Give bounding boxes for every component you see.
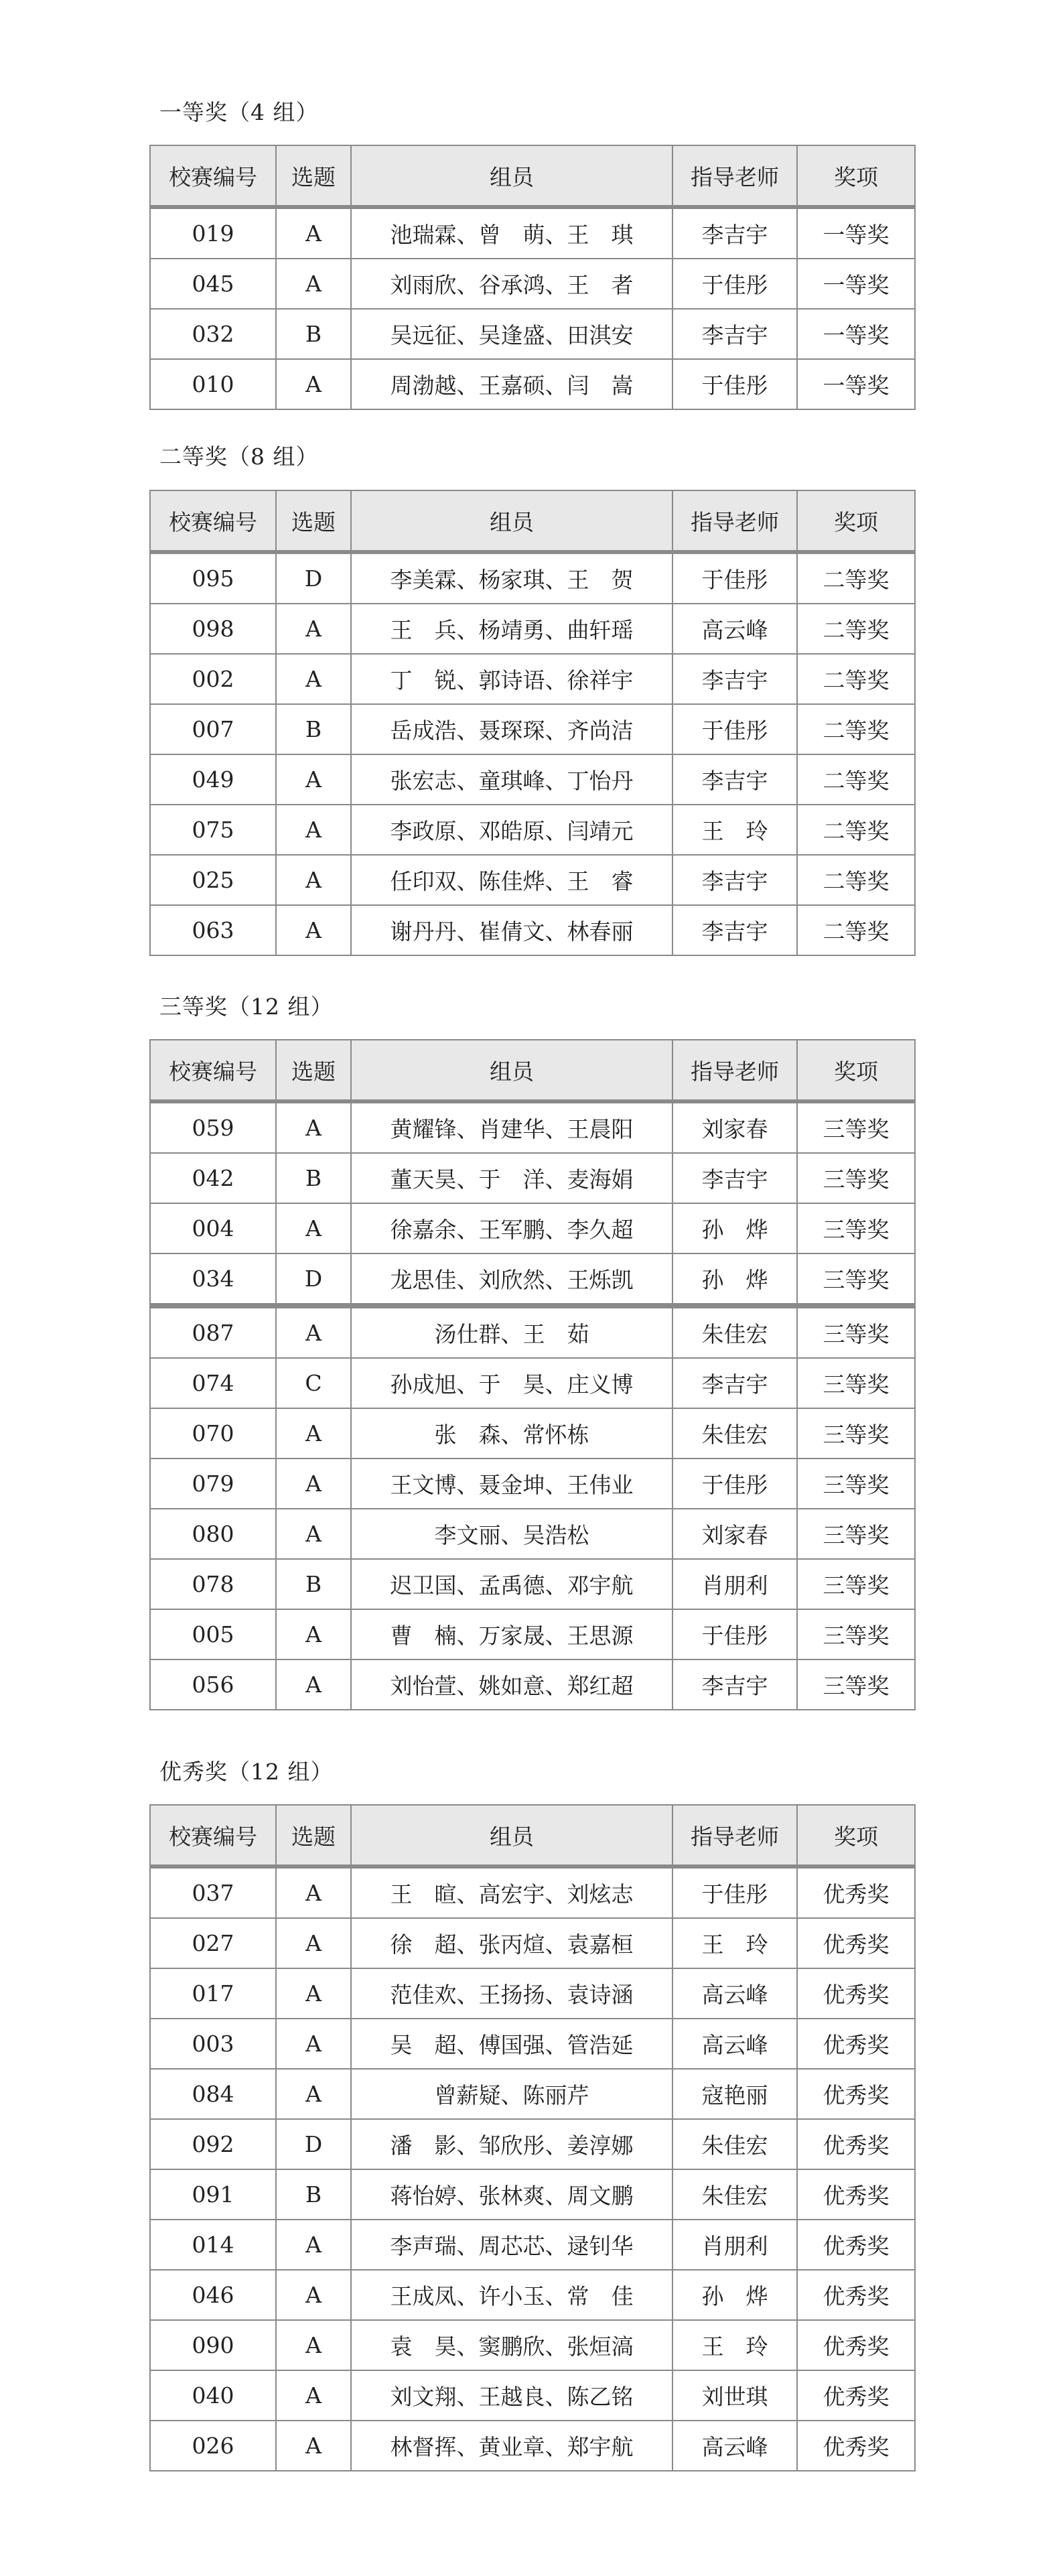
teacher-cell: 李吉宇 [672,754,797,805]
topic-cell: A [276,1203,351,1253]
header-id-cell: 校赛编号 [150,490,276,552]
teacher-cell: 于佳彤 [672,552,797,604]
teacher-cell: 肖朋利 [672,2220,797,2270]
teacher-cell: 李吉宇 [672,1153,797,1203]
topic-cell: A [276,2270,351,2320]
topic-cell: A [276,2069,351,2119]
topic-cell: A [276,2370,351,2421]
table-row [150,1459,915,1509]
header-award-cell: 奖项 [797,490,915,552]
teacher-cell: 李吉宇 [672,905,797,955]
members-cell: 李美霖、杨家琪、王 贺 [351,552,672,604]
id-cell: 034 [150,1253,276,1306]
id-cell: 056 [150,1659,276,1710]
topic-cell: A [276,2421,351,2471]
table-row [150,1101,915,1153]
award-cell: 三等奖 [797,1101,915,1153]
award-cell: 三等奖 [797,1358,915,1408]
table-row [150,207,915,259]
members-cell: 董天昊、于 洋、麦海娟 [351,1153,672,1203]
members-cell: 刘雨欣、谷承鸿、王 者 [351,259,672,309]
award-cell: 二等奖 [797,805,915,855]
members-cell: 李声瑞、周芯芯、逯钊华 [351,2220,672,2270]
teacher-cell: 于佳彤 [672,1609,797,1659]
header-award-cell: 奖项 [797,1040,915,1101]
table-row [150,1358,915,1408]
members-cell: 王文博、聂金坤、王伟业 [351,1459,672,1509]
table-row [150,1306,915,1358]
table-row [150,359,915,409]
teacher-cell: 王 玲 [672,1918,797,1968]
award-cell: 一等奖 [797,259,915,309]
members-cell: 徐 超、张丙煊、袁嘉桓 [351,1918,672,1968]
teacher-cell: 朱佳宏 [672,1408,797,1459]
table-row [150,1408,915,1459]
topic-cell: A [276,1408,351,1459]
id-cell: 027 [150,1918,276,1968]
header-row [150,1805,915,1867]
members-cell: 张宏志、童琪峰、丁怡丹 [351,754,672,805]
teacher-cell: 刘家春 [672,1509,797,1559]
table-row [150,1918,915,1968]
award-cell: 优秀奖 [797,2320,915,2370]
id-cell: 095 [150,552,276,604]
header-teacher-cell: 指导老师 [672,145,797,207]
topic-cell: B [276,704,351,754]
award-cell: 三等奖 [797,1253,915,1306]
table-row [150,2169,915,2220]
teacher-cell: 李吉宇 [672,855,797,905]
members-cell: 黄耀锋、肖建华、王晨阳 [351,1101,672,1153]
table-row [150,1509,915,1559]
teacher-cell: 刘世琪 [672,2370,797,2421]
teacher-cell: 王 玲 [672,805,797,855]
award-cell: 优秀奖 [797,2220,915,2270]
award-table [149,145,916,410]
award-cell: 三等奖 [797,1559,915,1609]
members-cell: 刘怡萱、姚如意、郑红超 [351,1659,672,1710]
award-cell: 优秀奖 [797,2421,915,2471]
teacher-cell: 朱佳宏 [672,2119,797,2169]
members-cell: 孙成旭、于 昊、庄义博 [351,1358,672,1408]
award-cell: 优秀奖 [797,1918,915,1968]
award-cell: 二等奖 [797,754,915,805]
members-cell: 蒋怡婷、张林爽、周文鹏 [351,2169,672,2220]
id-cell: 080 [150,1509,276,1559]
topic-cell: D [276,1253,351,1306]
teacher-cell: 朱佳宏 [672,2169,797,2220]
members-cell: 潘 影、邹欣彤、姜淳娜 [351,2119,672,2169]
id-cell: 092 [150,2119,276,2169]
teacher-cell: 孙 烨 [672,1253,797,1306]
id-cell: 070 [150,1408,276,1459]
members-cell: 张 森、常怀栋 [351,1408,672,1459]
table-row [150,2019,915,2069]
members-cell: 吴 超、傅国强、管浩延 [351,2019,672,2069]
teacher-cell: 于佳彤 [672,259,797,309]
topic-cell: A [276,1918,351,1968]
header-teacher-cell: 指导老师 [672,1805,797,1867]
id-cell: 017 [150,1968,276,2019]
topic-cell: A [276,1459,351,1509]
section-title: 二等奖（8 组） [159,444,319,470]
members-cell: 徐嘉余、王军鹏、李久超 [351,1203,672,1253]
topic-cell: A [276,2320,351,2370]
table-row [150,1609,915,1659]
table-row [150,855,915,905]
teacher-cell: 孙 烨 [672,2270,797,2320]
award-cell: 一等奖 [797,359,915,409]
award-cell: 三等奖 [797,1408,915,1459]
id-cell: 079 [150,1459,276,1509]
teacher-cell: 高云峰 [672,2421,797,2471]
topic-cell: A [276,855,351,905]
header-award-cell: 奖项 [797,1805,915,1867]
topic-cell: D [276,2119,351,2169]
table-row [150,2421,915,2471]
header-row [150,490,915,552]
award-cell: 二等奖 [797,905,915,955]
topic-cell: A [276,2220,351,2270]
topic-cell: D [276,552,351,604]
id-cell: 005 [150,1609,276,1659]
teacher-cell: 李吉宇 [672,309,797,359]
id-cell: 003 [150,2019,276,2069]
topic-cell: A [276,1306,351,1358]
members-cell: 李文丽、吴浩松 [351,1509,672,1559]
teacher-cell: 于佳彤 [672,704,797,754]
header-members-cell: 组员 [351,490,672,552]
id-cell: 040 [150,2370,276,2421]
id-cell: 078 [150,1559,276,1609]
id-cell: 007 [150,704,276,754]
table-row [150,654,915,704]
award-cell: 优秀奖 [797,2069,915,2119]
award-cell: 优秀奖 [797,2019,915,2069]
topic-cell: A [276,1509,351,1559]
header-row [150,1040,915,1101]
id-cell: 014 [150,2220,276,2270]
members-cell: 曹 楠、万家晟、王思源 [351,1609,672,1659]
table-row [150,1153,915,1203]
award-cell: 一等奖 [797,207,915,259]
topic-cell: A [276,654,351,704]
teacher-cell: 孙 烨 [672,1203,797,1253]
members-cell: 王 兵、杨靖勇、曲轩瑶 [351,604,672,654]
table-row [150,2370,915,2421]
table-row [150,1253,915,1306]
id-cell: 090 [150,2320,276,2370]
header-members-cell: 组员 [351,1805,672,1867]
members-cell: 岳成浩、聂琛琛、齐尚洁 [351,704,672,754]
header-topic-cell: 选题 [276,490,351,552]
award-table [149,1804,916,2471]
id-cell: 002 [150,654,276,704]
section-title: 优秀奖（12 组） [159,1759,334,1785]
members-cell: 林督挥、黄业章、郑宇航 [351,2421,672,2471]
teacher-cell: 于佳彤 [672,1459,797,1509]
table-row [150,2270,915,2320]
table-row [150,905,915,955]
table-row [150,552,915,604]
id-cell: 049 [150,754,276,805]
id-cell: 075 [150,805,276,855]
header-row [150,145,915,207]
award-table [149,490,916,956]
header-id-cell: 校赛编号 [150,1805,276,1867]
table-row [150,754,915,805]
header-id-cell: 校赛编号 [150,145,276,207]
table-row [150,2220,915,2270]
teacher-cell: 李吉宇 [672,1358,797,1408]
topic-cell: A [276,1101,351,1153]
header-members-cell: 组员 [351,145,672,207]
id-cell: 084 [150,2069,276,2119]
members-cell: 刘文翔、王越良、陈乙铭 [351,2370,672,2421]
table-row [150,1659,915,1710]
award-cell: 三等奖 [797,1153,915,1203]
teacher-cell: 于佳彤 [672,359,797,409]
award-cell: 三等奖 [797,1659,915,1710]
table-row [150,2320,915,2370]
topic-cell: A [276,1659,351,1710]
members-cell: 丁 锐、郭诗语、徐祥宇 [351,654,672,704]
table-row [150,604,915,654]
award-cell: 三等奖 [797,1203,915,1253]
header-id-cell: 校赛编号 [150,1040,276,1101]
topic-cell: A [276,905,351,955]
award-cell: 优秀奖 [797,1867,915,1918]
members-cell: 袁 昊、窦鹏欣、张烜滈 [351,2320,672,2370]
table-row [150,805,915,855]
header-award-cell: 奖项 [797,145,915,207]
header-teacher-cell: 指导老师 [672,490,797,552]
table-row [150,1559,915,1609]
topic-cell: A [276,604,351,654]
members-cell: 迟卫国、孟禹德、邓宇航 [351,1559,672,1609]
members-cell: 汤仕群、王 茹 [351,1306,672,1358]
award-cell: 三等奖 [797,1509,915,1559]
award-cell: 优秀奖 [797,2119,915,2169]
members-cell: 王 暄、高宏宇、刘炫志 [351,1867,672,1918]
id-cell: 091 [150,2169,276,2220]
teacher-cell: 李吉宇 [672,654,797,704]
teacher-cell: 刘家春 [672,1101,797,1153]
table-row [150,1867,915,1918]
id-cell: 042 [150,1153,276,1203]
id-cell: 004 [150,1203,276,1253]
topic-cell: B [276,1559,351,1609]
award-cell: 二等奖 [797,654,915,704]
table-row [150,2119,915,2169]
members-cell: 吴远征、吴逢盛、田淇安 [351,309,672,359]
table-row [150,259,915,309]
id-cell: 025 [150,855,276,905]
id-cell: 026 [150,2421,276,2471]
award-cell: 三等奖 [797,1459,915,1509]
members-cell: 池瑞霖、曾 萌、王 琪 [351,207,672,259]
award-cell: 二等奖 [797,704,915,754]
table-row [150,2069,915,2119]
members-cell: 范佳欢、王扬扬、袁诗涵 [351,1968,672,2019]
teacher-cell: 于佳彤 [672,1867,797,1918]
id-cell: 074 [150,1358,276,1408]
section-title: 三等奖（12 组） [159,994,334,1020]
id-cell: 059 [150,1101,276,1153]
topic-cell: A [276,1609,351,1659]
topic-cell: B [276,1153,351,1203]
members-cell: 曾薪疑、陈丽芹 [351,2069,672,2119]
teacher-cell: 高云峰 [672,1968,797,2019]
members-cell: 王成凤、许小玉、常 佳 [351,2270,672,2320]
topic-cell: A [276,207,351,259]
teacher-cell: 高云峰 [672,2019,797,2069]
id-cell: 037 [150,1867,276,1918]
header-topic-cell: 选题 [276,1805,351,1867]
topic-cell: A [276,1968,351,2019]
topic-cell: B [276,309,351,359]
header-topic-cell: 选题 [276,145,351,207]
topic-cell: A [276,259,351,309]
award-cell: 优秀奖 [797,1968,915,2019]
id-cell: 046 [150,2270,276,2320]
members-cell: 任印双、陈佳烨、王 睿 [351,855,672,905]
teacher-cell: 朱佳宏 [672,1306,797,1358]
award-cell: 优秀奖 [797,2370,915,2421]
award-cell: 一等奖 [797,309,915,359]
table-row [150,309,915,359]
award-cell: 优秀奖 [797,2270,915,2320]
award-table [149,1039,916,1710]
topic-cell: A [276,359,351,409]
award-cell: 二等奖 [797,855,915,905]
id-cell: 032 [150,309,276,359]
members-cell: 龙思佳、刘欣然、王烁凯 [351,1253,672,1306]
id-cell: 045 [150,259,276,309]
id-cell: 010 [150,359,276,409]
topic-cell: A [276,1867,351,1918]
id-cell: 019 [150,207,276,259]
teacher-cell: 寇艳丽 [672,2069,797,2119]
topic-cell: C [276,1358,351,1408]
members-cell: 周渤越、王嘉硕、闫 嵩 [351,359,672,409]
award-cell: 三等奖 [797,1609,915,1659]
id-cell: 098 [150,604,276,654]
table-row [150,704,915,754]
id-cell: 063 [150,905,276,955]
award-cell: 三等奖 [797,1306,915,1358]
header-topic-cell: 选题 [276,1040,351,1101]
topic-cell: A [276,2019,351,2069]
table-row [150,1203,915,1253]
header-teacher-cell: 指导老师 [672,1040,797,1101]
teacher-cell: 李吉宇 [672,207,797,259]
members-cell: 谢丹丹、崔倩文、林春丽 [351,905,672,955]
table-row [150,1968,915,2019]
topic-cell: A [276,805,351,855]
award-cell: 二等奖 [797,552,915,604]
teacher-cell: 高云峰 [672,604,797,654]
teacher-cell: 肖朋利 [672,1559,797,1609]
award-cell: 优秀奖 [797,2169,915,2220]
topic-cell: A [276,754,351,805]
id-cell: 087 [150,1306,276,1358]
section-title: 一等奖（4 组） [159,99,319,125]
teacher-cell: 王 玲 [672,2320,797,2370]
header-members-cell: 组员 [351,1040,672,1101]
members-cell: 李政原、邓皓原、闫靖元 [351,805,672,855]
award-cell: 二等奖 [797,604,915,654]
topic-cell: B [276,2169,351,2220]
teacher-cell: 李吉宇 [672,1659,797,1710]
